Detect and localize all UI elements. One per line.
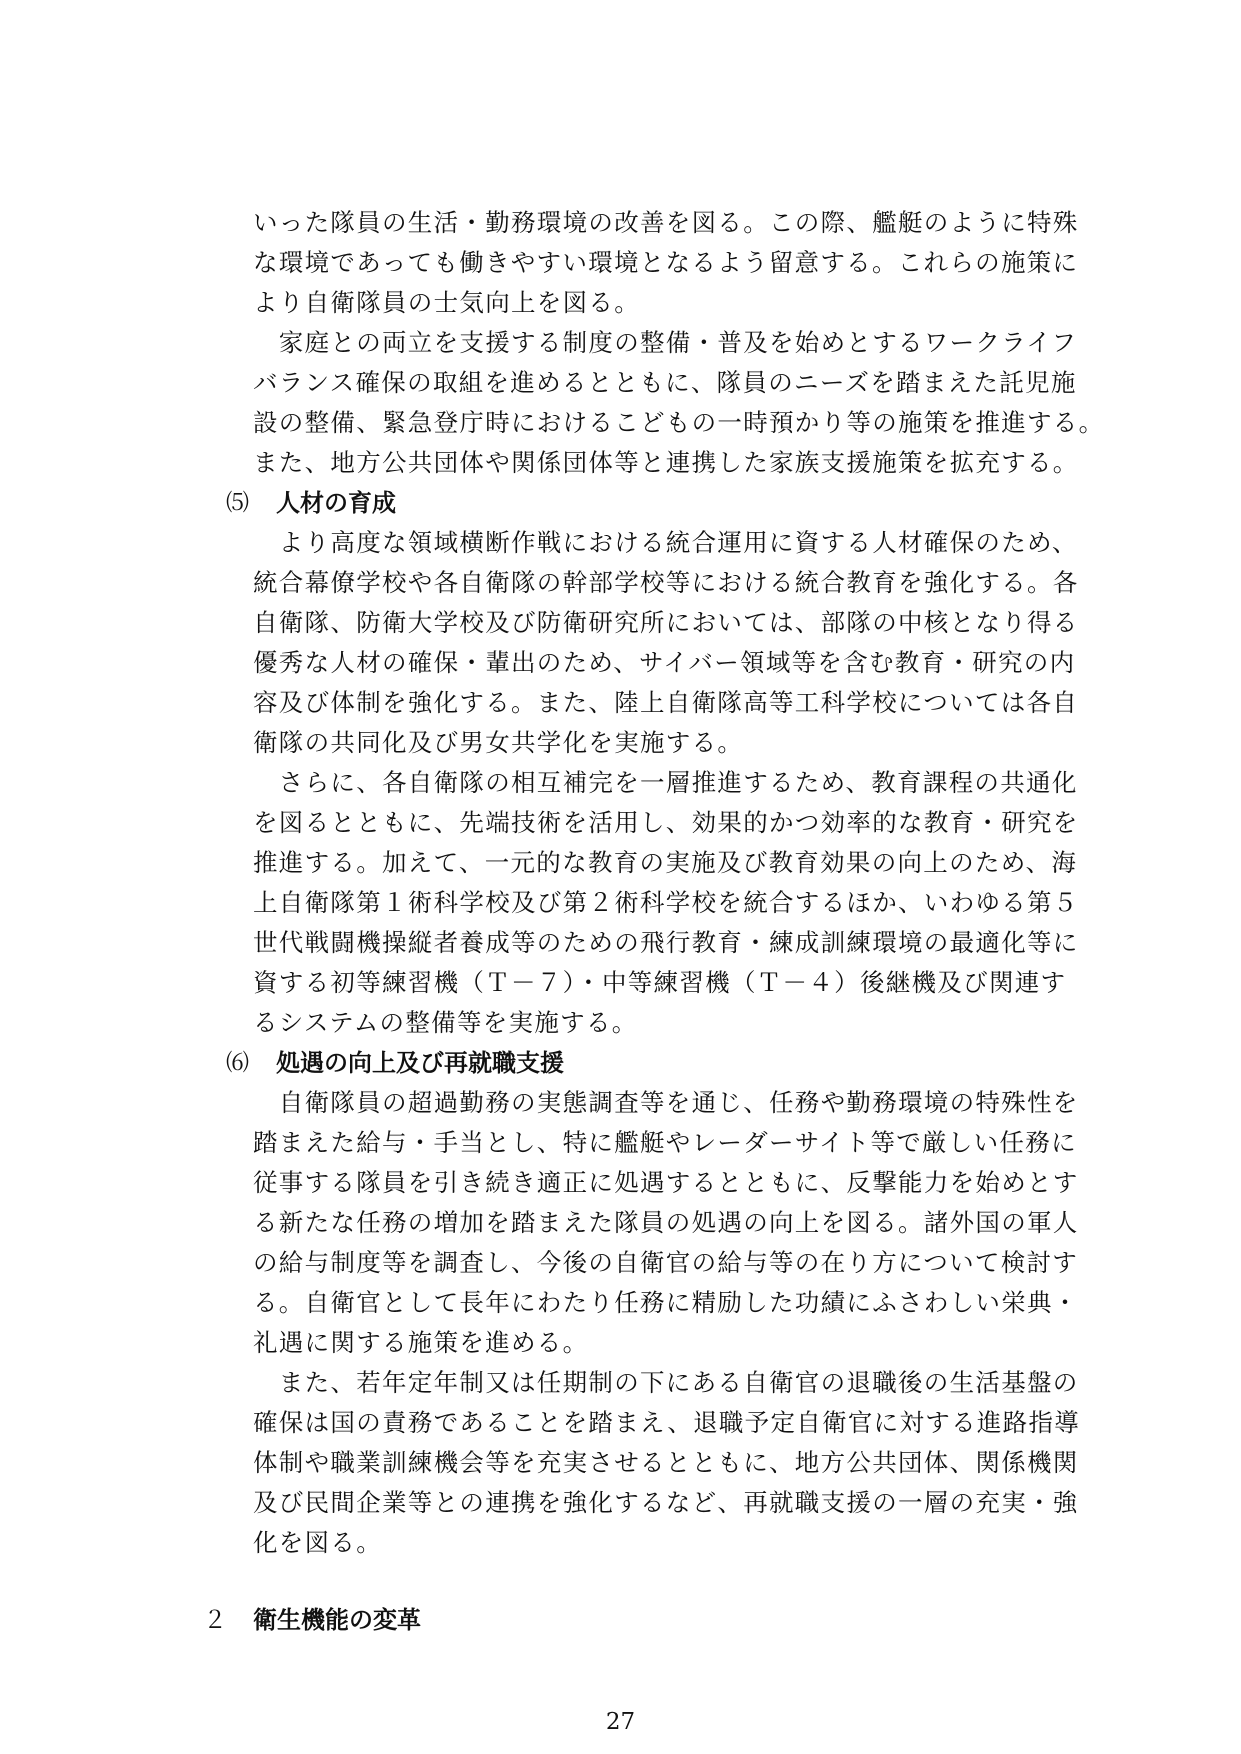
text-line: 及び民間企業等との連携を強化するなど、再就職支援の一層の充実・強 xyxy=(253,1488,1079,1517)
text-line: 自衛隊、防衛大学校及び防衛研究所においては、部隊の中核となり得る xyxy=(253,608,1079,637)
text-line: 確保は国の責務であることを踏まえ、退職予定自衛官に対する進路指導 xyxy=(253,1408,1081,1437)
text-line: いった隊員の生活・勤務環境の改善を図る。この際、艦艇のように特殊 xyxy=(253,208,1079,237)
text-line: る。自衛官として長年にわたり任務に精励した功績にふさわしい栄典・ xyxy=(253,1288,1079,1317)
text-line: るシステムの整備等を実施する。 xyxy=(253,1008,638,1037)
section-heading: 処遇の向上及び再就職支援 xyxy=(276,1049,564,1077)
text-line: 優秀な人材の確保・輩出のため、サイバー領域等を含む教育・研究の内 xyxy=(253,648,1076,677)
text-line: を図るとともに、先端技術を活用し、効果的かつ効率的な教育・研究を xyxy=(253,808,1079,837)
text-line: 礼遇に関する施策を進める。 xyxy=(253,1328,589,1357)
chapter-heading: 衛生機能の変革 xyxy=(253,1606,421,1634)
text-line: 体制や職業訓練機会等を充実させるとともに、地方公共団体、関係機関 xyxy=(253,1448,1079,1477)
text-line: バランス確保の取組を進めるとともに、隊員のニーズを踏まえた託児施 xyxy=(253,368,1077,397)
text-line: 推進する。加えて、一元的な教育の実施及び教育効果の向上のため、海 xyxy=(253,848,1078,877)
text-line: 上自衛隊第１術科学校及び第２術科学校を統合するほか、いわゆる第５ xyxy=(253,888,1079,917)
text-line: また、若年定年制又は任期制の下にある自衛官の退職後の生活基盤の xyxy=(253,1368,1079,1397)
text-line: 衛隊の共同化及び男女共学化を実施する。 xyxy=(253,728,744,757)
text-line: な環境であっても働きやすい環境となるよう留意する。これらの施策に xyxy=(253,248,1079,277)
text-line: 資する初等練習機（Ｔ－７）・中等練習機（Ｔ－４）後継機及び関連す xyxy=(253,968,1067,997)
page-number: 27 xyxy=(605,1709,636,1735)
text-line: より自衛隊員の士気向上を図る。 xyxy=(253,288,640,317)
section-heading: 人材の育成 xyxy=(276,489,396,517)
chapter-number: ２ xyxy=(203,1606,227,1634)
text-line: 化を図る。 xyxy=(253,1528,382,1557)
text-line: 自衛隊員の超過勤務の実態調査等を通じ、任務や勤務環境の特殊性を xyxy=(253,1088,1079,1117)
text-line: 家庭との両立を支援する制度の整備・普及を始めとするワークライフ xyxy=(253,328,1078,357)
text-line: さらに、各自衛隊の相互補完を一層推進するため、教育課程の共通化 xyxy=(253,768,1078,797)
text-line: より高度な領域横断作戦における統合運用に資する人材確保のため、 xyxy=(253,528,1078,557)
text-line: 世代戦闘機操縦者養成等のための飛行教育・練成訓練環境の最適化等に xyxy=(253,928,1079,957)
text-line: 従事する隊員を引き続き適正に処遇するとともに、反撃能力を始めとす xyxy=(253,1168,1079,1197)
section-number: ⑸ xyxy=(226,490,249,516)
text-line: また、地方公共団体や関係団体等と連携した家族支援施策を拡充する。 xyxy=(253,448,1079,477)
text-line: る新たな任務の増加を踏まえた隊員の処遇の向上を図る。諸外国の軍人 xyxy=(253,1208,1079,1237)
section-number: ⑹ xyxy=(226,1050,249,1076)
text-line: 容及び体制を強化する。また、陸上自衛隊高等工科学校については各自 xyxy=(253,688,1079,717)
text-line: 設の整備、緊急登庁時におけるこどもの一時預かり等の施策を推進する。 xyxy=(253,408,1105,437)
text-line: 踏まえた給与・手当とし、特に艦艇やレーダーサイト等で厳しい任務に xyxy=(253,1128,1077,1157)
text-line: の給与制度等を調査し、今後の自衛官の給与等の在り方について検討す xyxy=(253,1248,1079,1277)
text-line: 統合幕僚学校や各自衛隊の幹部学校等における統合教育を強化する。各 xyxy=(253,568,1079,597)
